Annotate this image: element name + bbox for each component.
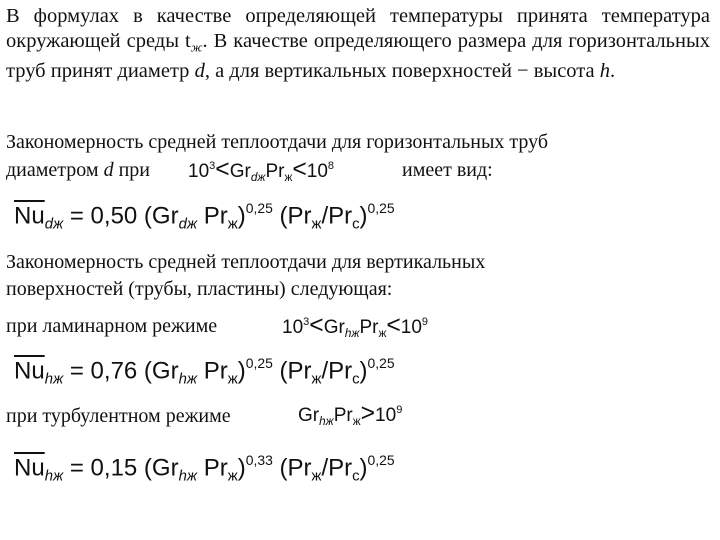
- less-than-2: <: [386, 312, 401, 339]
- intro-text-c: , а для вертикальных поверхностей − высота: [204, 60, 600, 83]
- ratio-sub-2: c: [352, 216, 360, 233]
- ratio-sub-2: c: [352, 371, 360, 388]
- ratio-part: (Pr: [272, 202, 312, 230]
- formula-laminar: [14, 355, 395, 388]
- cond-high-exp: 9: [396, 403, 403, 416]
- exponent-1: 0,33: [245, 452, 273, 468]
- coef-part: = 0,50 (Gr: [63, 202, 179, 230]
- close-paren: ): [237, 202, 246, 230]
- cond-high-exp: 9: [421, 315, 429, 328]
- exponent-1: 0,25: [245, 355, 273, 371]
- nusselt: $\overline{Nu}$: [14, 357, 45, 385]
- horizontal-heading-line1: Закономерность средней теплоотдачи для горизонтальных труб: [6, 131, 549, 153]
- has-form-text: имеет вид:: [402, 159, 493, 181]
- diameter-symbol-2: d: [103, 159, 114, 181]
- height-symbol: h: [599, 60, 610, 83]
- coef-part: = 0,76 (Gr: [63, 357, 179, 385]
- diameter-symbol: d: [194, 60, 205, 83]
- pr-part: Pr: [197, 454, 228, 482]
- exponent-2: 0,25: [367, 452, 395, 468]
- cond-high: 10: [375, 405, 397, 426]
- ratio-sub-1: ж: [311, 216, 322, 233]
- prandtl: Pr: [265, 161, 285, 182]
- prandtl: Pr: [359, 317, 379, 338]
- cond-high-exp: 8: [327, 159, 335, 172]
- less-than-1: <: [215, 156, 230, 183]
- grashof-sub: hж: [319, 415, 334, 429]
- turbulent-label: при турбулентном режиме: [6, 405, 231, 427]
- cond-low-exp: 3: [209, 159, 216, 172]
- less-than-2: <: [292, 156, 307, 183]
- laminar-label: при ламинарном режиме: [6, 315, 218, 337]
- ratio-sub-1: ж: [311, 371, 322, 388]
- ratio-close: ): [359, 454, 368, 482]
- formula-horizontal: [14, 200, 395, 233]
- temp-subscript: ж: [190, 39, 203, 54]
- nusselt: $\overline{Nu}$: [14, 454, 45, 482]
- pr-part: Pr: [197, 357, 228, 385]
- exponent-1: 0,25: [245, 200, 273, 216]
- ratio-close: ): [359, 202, 368, 230]
- turbulent-condition: [298, 400, 402, 428]
- pr-part: Pr: [197, 202, 228, 230]
- less-than-1: <: [309, 312, 324, 339]
- grashof: Gr: [323, 317, 345, 338]
- ratio-sub-2: c: [352, 468, 360, 485]
- horizontal-condition: [188, 156, 334, 184]
- ratio-sub-1: ж: [311, 468, 322, 485]
- nusselt-sub: hж: [44, 371, 64, 388]
- exponent-2: 0,25: [367, 355, 395, 371]
- intro-text-a: В формулах в качестве определяющей температуры принята температура окружающей среды t: [6, 5, 710, 52]
- intro-text-b: . В качестве определяющего размера для горизонтальных труб принят диаметр: [6, 29, 710, 83]
- close-paren: ): [237, 454, 246, 482]
- nusselt-sub: hж: [44, 468, 64, 485]
- pr-sub: ж: [227, 468, 238, 485]
- greater-than: >: [360, 400, 376, 427]
- ratio-part-b: /Pr: [321, 202, 353, 230]
- intro-paragraph: [6, 4, 710, 84]
- line2-text-a: диаметром: [6, 159, 104, 181]
- grashof-sub: dж: [250, 171, 266, 185]
- vertical-heading-line2: поверхностей (трубы, пластины) следующая:: [6, 278, 393, 300]
- ratio-close: ): [359, 357, 368, 385]
- prandtl: Pr: [333, 405, 353, 426]
- grashof: Gr: [229, 161, 251, 182]
- ratio-part: (Pr: [272, 357, 312, 385]
- nusselt: $\overline{Nu}$: [14, 202, 45, 230]
- intro-text-d: .: [609, 60, 616, 83]
- cond-low: 10: [188, 161, 210, 182]
- pr-sub: ж: [227, 216, 238, 233]
- prandtl-sub: ж: [378, 327, 387, 341]
- line2-text-b: при: [113, 159, 150, 181]
- coef-part: = 0,15 (Gr: [63, 454, 179, 482]
- grashof: Gr: [298, 405, 320, 426]
- gr-sub: hж: [178, 468, 198, 485]
- vertical-heading-line1: Закономерность средней теплоотдачи для вертикальных: [6, 251, 486, 273]
- exponent-2: 0,25: [367, 200, 395, 216]
- grashof-sub: hж: [344, 327, 360, 341]
- horizontal-heading-line2: [6, 158, 150, 182]
- prandtl-sub: ж: [284, 171, 293, 185]
- close-paren: ): [237, 357, 246, 385]
- cond-high: 10: [306, 161, 328, 182]
- pr-sub: ж: [227, 371, 238, 388]
- gr-sub: hж: [178, 371, 198, 388]
- cond-low-exp: 3: [303, 315, 310, 328]
- nusselt-sub: dж: [44, 216, 64, 233]
- laminar-condition: [282, 312, 428, 340]
- prandtl-sub: ж: [352, 415, 361, 429]
- formula-turbulent: [14, 452, 395, 485]
- ratio-part: (Pr: [272, 454, 312, 482]
- cond-high: 10: [400, 317, 422, 338]
- ratio-part-b: /Pr: [321, 357, 353, 385]
- cond-low: 10: [282, 317, 304, 338]
- ratio-part-b: /Pr: [321, 454, 353, 482]
- gr-sub: dж: [178, 216, 198, 233]
